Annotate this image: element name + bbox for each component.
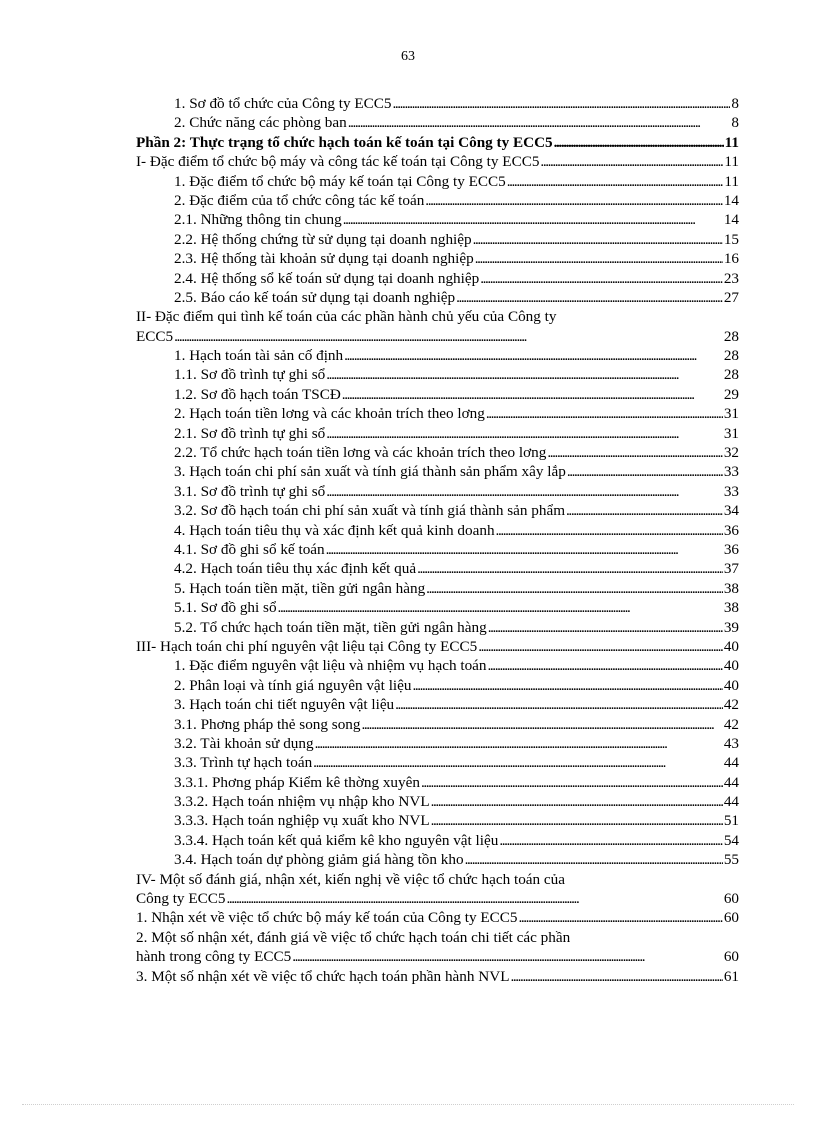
toc-page-number: 44 [723, 754, 739, 772]
toc-page-number: 44 [723, 773, 739, 791]
toc-page-number: 15 [723, 230, 739, 248]
toc-entry-text: 3.1. Phơng pháp thẻ song song [174, 715, 361, 733]
toc-entry [136, 501, 739, 520]
toc-entry [136, 113, 739, 132]
dot-leader [465, 850, 723, 869]
page-bottom-divider [22, 1104, 794, 1105]
toc-page-number: 61 [723, 967, 739, 985]
toc-page-number: 51 [723, 812, 739, 830]
dot-leader [313, 753, 723, 772]
toc-entry-text: 3.3.1. Phơng pháp Kiểm kê thờng xuyên [174, 773, 420, 791]
dot-leader [326, 365, 723, 384]
toc-entry-text: 2.3. Hệ thống tài khoản sử dụng tại doanh nghiệp [174, 250, 474, 268]
dot-leader [499, 831, 722, 850]
toc-entry [136, 734, 739, 753]
toc-page-number: 11 [724, 172, 739, 190]
dot-leader [226, 889, 722, 908]
toc-entry-text: 2. Hạch toán tiền lơng và các khoản trích theo lơng [174, 405, 485, 423]
toc-page-number: 40 [723, 637, 739, 655]
toc-entry-text: 1. Đặc điểm nguyên vật liệu và nhiệm vụ hạch toán [174, 657, 487, 675]
toc-page-number: 28 [723, 327, 739, 345]
toc-page-number: 8 [731, 95, 739, 112]
toc-entry-text: 3.3.3. Hạch toán nghiệp vụ xuất kho NVL [174, 812, 430, 830]
dot-leader [480, 269, 723, 288]
toc-entry-text: 4.1. Sơ đồ ghi sổ kế toán [174, 541, 325, 558]
toc-page-number: 11 [724, 153, 739, 171]
toc-entry [136, 850, 739, 869]
toc-entry [136, 482, 739, 501]
toc-entry [136, 269, 739, 288]
toc-entry [136, 715, 739, 734]
toc-entry [136, 773, 739, 792]
dot-leader [326, 482, 723, 501]
dot-leader [326, 540, 723, 559]
dot-leader [488, 656, 723, 675]
dot-leader [348, 113, 731, 132]
toc-entry [136, 598, 739, 617]
toc-entry-text: 5.2. Tổ chức hạch toán tiền mặt, tiền gửi ngân hàng [174, 618, 487, 636]
dot-leader [431, 792, 723, 811]
toc-entry-text: 1.2. Sơ đồ hạch toán TSCĐ [174, 385, 341, 403]
toc-entry [136, 579, 739, 598]
toc-page-number: 32 [723, 444, 739, 462]
toc-page-number: 33 [723, 482, 739, 500]
dot-leader [326, 424, 723, 443]
toc-entry [136, 346, 739, 365]
toc-page-number: 60 [723, 909, 739, 927]
toc-entry [136, 753, 739, 772]
toc-entry [136, 618, 739, 637]
dot-leader [478, 637, 723, 656]
dot-leader [392, 94, 730, 113]
toc-page-number: 34 [723, 502, 739, 520]
toc-page-number: 29 [723, 385, 739, 403]
toc-entry [136, 870, 739, 889]
dot-leader [412, 676, 722, 695]
dot-leader [496, 521, 723, 540]
toc-page-number: 31 [723, 405, 739, 423]
toc-entry-text: 2. Chức năng các phòng ban [174, 114, 347, 132]
dot-leader [292, 947, 723, 966]
toc-entry-text: ECC5 [136, 327, 174, 345]
dot-leader [510, 967, 722, 986]
toc-page-number: 40 [723, 657, 739, 675]
toc-entry-text: 4.2. Hạch toán tiêu thụ xác định kết quả [174, 560, 417, 578]
toc-entry-continuation [136, 947, 739, 966]
toc-entry [136, 656, 739, 675]
toc-page-number: 44 [723, 793, 739, 811]
toc-entry-text: II- Đặc điểm qui tình kế toán của các phần hành chủ yếu của Công ty [136, 308, 557, 326]
toc-entry [136, 133, 739, 152]
toc-entry-continuation [136, 327, 739, 346]
toc-page-number: 38 [723, 579, 739, 597]
toc-entry-text: 3. Hạch toán chi tiết nguyên vật liệu [174, 696, 395, 714]
toc-entry [136, 676, 739, 695]
toc-entry-text: 1. Sơ đồ tổ chức của Công ty ECC5 [174, 95, 392, 112]
toc-page-number: 27 [723, 288, 739, 306]
toc-entry-text: 5. Hạch toán tiền mặt, tiền gửi ngân hàng [174, 579, 426, 597]
dot-leader [425, 191, 723, 210]
table-of-contents [136, 94, 739, 986]
toc-page-number: 37 [723, 560, 739, 578]
dot-leader [362, 715, 723, 734]
toc-entry [136, 695, 739, 714]
toc-page-number: 23 [723, 269, 739, 287]
dot-leader [475, 249, 723, 268]
toc-entry-text: 2.2. Tổ chức hạch toán tiền lơng và các khoản trích theo lơng [174, 444, 547, 462]
dot-leader [547, 443, 722, 462]
toc-entry-text: IV- Một số đánh giá, nhận xét, kiến nghị về việc tổ chức hạch toán của [136, 870, 566, 888]
toc-entry-text: 3.2. Sơ đồ hạch toán chi phí sản xuất và tính giá thành sản phẩm [174, 502, 566, 520]
toc-entry [136, 908, 739, 927]
toc-entry [136, 831, 739, 850]
toc-page-number: 60 [723, 948, 739, 966]
dot-leader [567, 462, 723, 481]
toc-entry-text: 2. Đặc điểm của tổ chức công tác kế toán [174, 191, 425, 209]
toc-entry-text: 1.1. Sơ đồ trình tự ghi sổ [174, 366, 326, 384]
toc-entry-text: 2. Một số nhận xét, đánh giá về việc tổ chức hạch toán chi tiết các phần [136, 928, 571, 946]
dot-leader [431, 811, 723, 830]
dot-leader [426, 579, 723, 598]
toc-entry-text: 3. Một số nhận xét về việc tổ chức hạch toán phần hành NVL [136, 967, 510, 985]
dot-leader [278, 598, 723, 617]
dot-leader [395, 695, 723, 714]
dot-leader [456, 288, 723, 307]
toc-entry [136, 385, 739, 404]
toc-entry-text: 2.2. Hệ thống chứng từ sử dụng tại doanh nghiệp [174, 230, 472, 248]
dot-leader [507, 172, 724, 191]
toc-entry-text: Phần 2: Thực trạng tổ chức hạch toán kế toán tại Công ty ECC5 [136, 133, 553, 151]
dot-leader [344, 346, 723, 365]
toc-entry-text: 5.1. Sơ đồ ghi sổ [174, 599, 277, 617]
toc-entry-text: 1. Nhận xét về việc tổ chức bộ máy kế toán của Công ty ECC5 [136, 909, 518, 927]
dot-leader [421, 773, 723, 792]
toc-entry [136, 443, 739, 462]
toc-entry-text: 2.1. Những thông tin chung [174, 211, 342, 229]
toc-page-number: 33 [723, 463, 739, 481]
toc-entry [136, 967, 739, 986]
toc-entry [136, 288, 739, 307]
toc-page-number: 54 [723, 831, 739, 849]
dot-leader [473, 230, 723, 249]
dot-leader [540, 152, 723, 171]
toc-entry-text: 3.3. Trình tự hạch toán [174, 754, 313, 772]
toc-page-number: 42 [723, 696, 739, 714]
page-number: 63 [401, 49, 415, 64]
toc-entry-text: 2.5. Báo cáo kế toán sử dụng tại doanh nghiệp [174, 288, 456, 306]
toc-entry-text: 1. Hạch toán tài sản cố định [174, 347, 344, 365]
toc-entry [136, 94, 739, 113]
toc-page-number: 60 [723, 890, 739, 908]
toc-entry [136, 249, 739, 268]
toc-page-number: 55 [723, 851, 739, 869]
toc-entry-text: 2. Phân loại và tính giá nguyên vật liệu [174, 676, 412, 694]
toc-page-number: 28 [723, 347, 739, 365]
toc-entry [136, 928, 739, 947]
toc-page-number: 8 [731, 114, 739, 132]
dot-leader [315, 734, 723, 753]
toc-page-number: 39 [723, 618, 739, 636]
toc-page-number: 14 [723, 211, 739, 229]
toc-page-number: 38 [723, 599, 739, 617]
toc-page-number: 28 [723, 366, 739, 384]
toc-entry-text: Công ty ECC5 [136, 890, 226, 908]
toc-page-number: 31 [723, 424, 739, 442]
toc-entry [136, 404, 739, 423]
dot-leader [342, 385, 723, 404]
toc-entry-text: I- Đặc điểm tổ chức bộ máy và công tác kế toán tại Công ty ECC5 [136, 153, 540, 171]
dot-leader [343, 210, 723, 229]
toc-page-number: 14 [723, 191, 739, 209]
dot-leader [566, 501, 723, 520]
toc-entry-continuation [136, 889, 739, 908]
toc-entry [136, 307, 739, 326]
toc-page-number: 11 [724, 133, 739, 151]
toc-entry-text: 2.4. Hệ thống sổ kế toán sử dụng tại doanh nghiệp [174, 269, 480, 287]
dot-leader [417, 559, 723, 578]
toc-entry-text: 3. Hạch toán chi phí sản xuất và tính giá thành sản phẩm xây lắp [174, 463, 566, 481]
toc-entry [136, 540, 739, 559]
toc-entry-text: 4. Hạch toán tiêu thụ và xác định kết quả kinh doanh [174, 521, 495, 539]
dot-leader [554, 133, 724, 152]
toc-entry-text: 3.1. Sơ đồ trình tự ghi sổ [174, 482, 326, 500]
toc-entry-text: 2.1. Sơ đồ trình tự ghi sổ [174, 424, 326, 442]
toc-entry [136, 559, 739, 578]
toc-entry-text: 1. Đặc điểm tổ chức bộ máy kế toán tại Công ty ECC5 [174, 172, 506, 190]
toc-page-number: 36 [723, 541, 739, 558]
toc-page-number: 16 [723, 250, 739, 268]
toc-entry-text: 3.4. Hạch toán dự phòng giảm giá hàng tồn kho [174, 851, 464, 869]
dot-leader [174, 327, 723, 346]
toc-entry [136, 424, 739, 443]
toc-entry [136, 365, 739, 384]
toc-entry [136, 811, 739, 830]
toc-entry [136, 172, 739, 191]
toc-entry [136, 637, 739, 656]
toc-entry [136, 191, 739, 210]
toc-page-number: 43 [723, 734, 739, 752]
toc-page-number: 42 [723, 715, 739, 733]
toc-entry [136, 521, 739, 540]
toc-entry-text: 3.2. Tài khoản sử dụng [174, 734, 314, 752]
toc-entry-text: hành trong công ty ECC5 [136, 948, 292, 966]
dot-leader [519, 908, 723, 927]
toc-entry [136, 230, 739, 249]
toc-entry [136, 792, 739, 811]
toc-entry-text: III- Hạch toán chi phí nguyên vật liệu tại Công ty ECC5 [136, 637, 478, 655]
toc-entry-text: 3.3.4. Hạch toán kết quả kiểm kê kho nguyên vật liệu [174, 831, 499, 849]
toc-entry [136, 210, 739, 229]
toc-entry [136, 462, 739, 481]
toc-entry-text: 3.3.2. Hạch toán nhiệm vụ nhập kho NVL [174, 793, 430, 811]
toc-page-number: 36 [723, 521, 739, 539]
dot-leader [486, 404, 723, 423]
toc-page-number: 40 [723, 676, 739, 694]
toc-entry [136, 152, 739, 171]
dot-leader [488, 618, 723, 637]
